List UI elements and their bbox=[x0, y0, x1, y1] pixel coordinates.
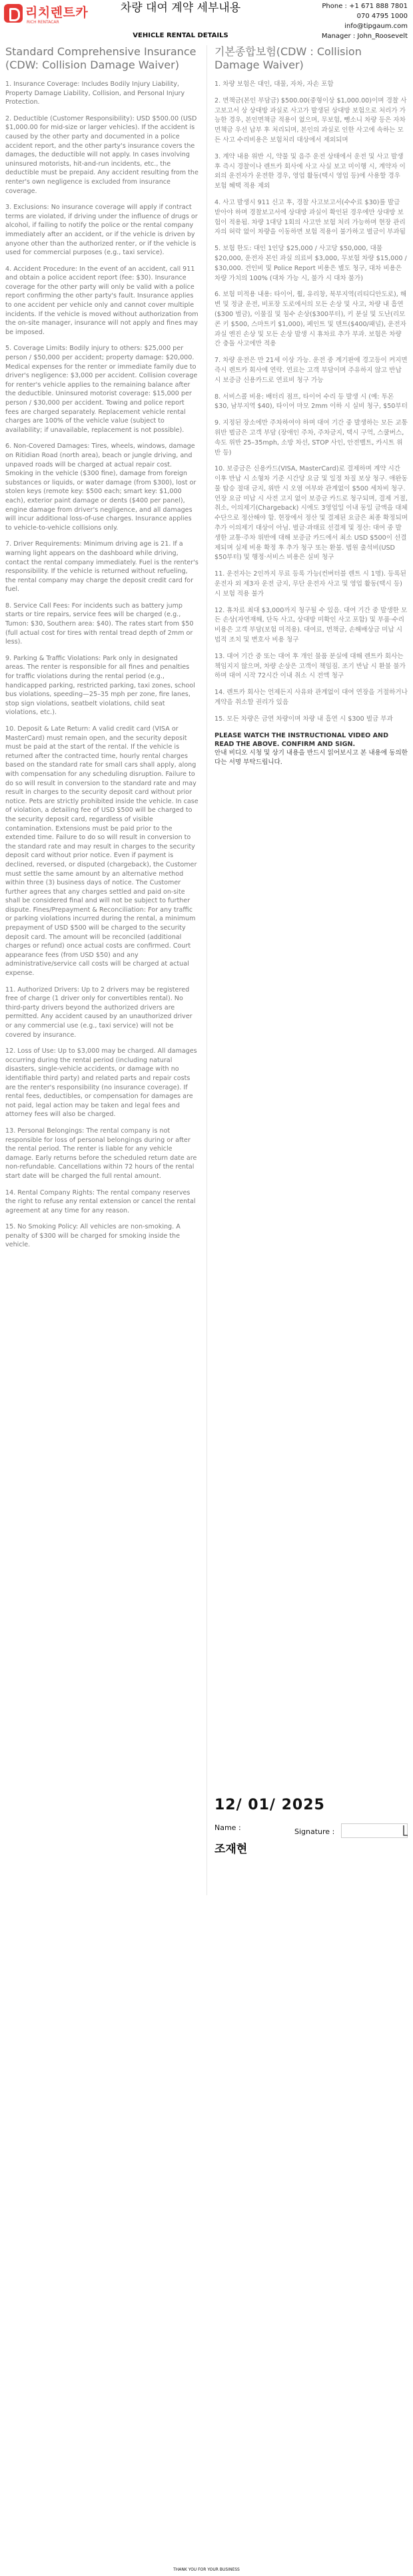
en-clause-2: 2. Deductible (Customer Responsibility): USD $500.00 (USD $1,000.00 for mid-size or larger vehicles). If the accident is caused by the other party and documented in a police accident report, and the other party's insurance covers the damages, the deductible will not apply. In cases involving uninsured motorists, hit-and-run incidents, etc., the deductible must be prepaid. Any accident resulting from the renter's own negligence is excluded from insurance coverage. bbox=[5, 114, 199, 195]
ko-clause-11: 11. 운전자는 2인까지 무료 등록 가능(컨버터블 렌트 시 1명). 등록된 운전자 외 제3자 운전 금지, 무단 운전자 사고 및 영업 활동(택시 등) 시 보험 적용 불가 bbox=[214, 570, 406, 598]
contact-manager: Manager : John_Roosevelt bbox=[321, 33, 408, 40]
korean-terms-column bbox=[214, 45, 408, 767]
car-logo-icon bbox=[4, 4, 23, 23]
en-clause-8: 8. Service Call Fees: For incidents such as battery jump starts or tire repairs, service fees will be charged (e.g., Tumon: $30, Southern area: $40). The rates start from $50 (full actual cost for tires with rental tread depth of 2mm or less). bbox=[5, 602, 194, 646]
ko-clause-15: 15. 모든 차량은 금연 차량이며 차량 내 흡연 시 $300 벌금 부과 bbox=[214, 715, 393, 723]
ko-clause-2: 2. 면책금(본인 부담금) $500.00(중형이상 $1,000.00)이며 경찰 사고보고서 상 상대방 과실로 사고가 발생된 상대방 보험으로 처리가 가능한 경우, 본인면책금 적용이 없으며, 무보험, 뺑소니 차량 등은 자차 면책금 우선 납부 후 처리되며, 본인의 과실로 인한 사고에 속하는 모든 사고 수리비용은 보험처리 대상에서 제외되며 bbox=[214, 96, 407, 144]
en-clause-14: 14. Rental Company Rights: The rental company reserves the right to refuse any rental extension or cancel the rental agreement at any time for any reason. bbox=[5, 1189, 196, 1214]
contact-block bbox=[281, 1, 408, 41]
document-title: 차량 대여 계약 세부내용 bbox=[120, 1, 241, 15]
en-clause-13: 13. Personal Belongings: The rental company is not responsible for loss of personal belongings during or after the rental period. The renter is liable for any vehicle damage. Early returns before the scheduled return date are non-refundable. Cancellations within 72 hours of the rental start date will be charged the full rental amount. bbox=[5, 1127, 197, 1180]
english-terms-column bbox=[5, 45, 199, 1257]
ko-clause-13: 13. 대여 기간 중 또는 대여 후 개인 물품 분실에 대해 렌트카 회사는 책임지지 않으며, 차량 손상은 고객이 책임짐. 조기 반납 시 환불 불가하며 대여 시작 72시간 이내 취소 시 전액 청구 bbox=[214, 652, 406, 680]
ko-clause-12: 12. 휴차료 최대 $3,000까지 청구될 수 있음. 대여 기간 중 발생한 모든 손상(자연재해, 단독 사고, 상대방 미확인 사고 포함) 및 부품·수리 비용은 고객 부담(보험 미적용). 대여료, 면책금, 손해배상금 미납 시 법적 조치 및 변호사 비용 청구 bbox=[214, 606, 408, 644]
ko-clause-3: 3. 계약 내용 위반 시, 약물 및 음주 운전 상태에서 운전 및 사고 발생 후 즉시 경찰이나 렌트카 회사에 사고 사실 보고 미이행 시, 계약자 이외의 운전자가 운전한 경우, 영업 활동(택시 영업 등)에 사용할 경우 보험 혜택 적용 제외 bbox=[214, 152, 406, 190]
korean-section-title: 기본종합보험(CDW : Collision Damage Waiver) bbox=[214, 45, 362, 71]
ko-clause-5: 5. 보험 한도: 대인 1인당 $25,000 / 사고당 $50,000, 대물 $20,000, 운전자 본인 과실 의료비 $3,000, 무보험 차량 $15,000 / $30,000. 견인비 및 Police Report 비용은 별도 청구, 대차 비용은 차량 가치의 100% (대차 가능 시, 불가 시 대차 불가) bbox=[214, 245, 407, 282]
logo-subtext: RICH RENTACAR bbox=[27, 20, 59, 25]
english-section-title: Standard Comprehensive Insurance (CDW: Collision Damage Waiver) bbox=[5, 45, 197, 71]
en-clause-1: 1. Insurance Coverage: Includes Bodily Injury Liability, Property Damage Liability, Collision, and Personal Injury Protection. bbox=[5, 81, 185, 106]
signature-row bbox=[214, 1823, 408, 1863]
contact-phone-2: 070 4795 1000 bbox=[356, 13, 408, 20]
company-logo bbox=[4, 3, 117, 27]
name-label: Name : bbox=[214, 1823, 241, 1832]
footer-thanks: THANK YOU FOR YOUR BUSINESS bbox=[173, 2567, 240, 2572]
instruction-notice-korean: 안내 비디오 시청 및 상기 내용을 반드시 읽어보시고 본 내용에 동의한다는 서명 부탁드립니다. bbox=[214, 749, 408, 766]
en-clause-10: 10. Deposit & Late Return: A valid credit card (VISA or MasterCard) must remain open, and the security deposit must be paid at the start of the rental. If the vehicle is returned after the contracted time, hourly rental charges based on the standard rate for small cars shall apply, along with compensation for any scheduling disruption. Failure to do so will result in conversion to the standard rate and may result in charges to the security deposit card without prior notice. Pets are strictly prohibited inside the vehicle. In case of violation, a detailing fee of USD $500 will be charged to the security deposit card, regardless of visible contamination. Extensions must be paid prior to the extended time. Failure to do so will result in conversion to the standard rate and may result in charges to the security deposit card without prior notice. Even if payment is declined, reversed, or disputed (chargeback), the Customer must settle the same amount by an alternative method within three (3) business days of notice. The Customer further agrees that any charges settled and paid on-site shall be considered final and will not be subject to further dispute. Fines/Prepayment & Reconciliation: For any traffic or parking violations incurred during the rental, a minimum prepayment of USD $500 will be charged to the security deposit card. The amount will be reconciled (additional charges or refund) once actual costs are confirmed. Court appearance fees (from USD $50) and any administrative/service call costs will be charged at actual expense. bbox=[5, 725, 199, 978]
instruction-notice-english: PLEASE WATCH THE INSTRUCTIONAL VIDEO AND READ THE ABOVE. CONFIRM AND SIGN. bbox=[214, 731, 389, 749]
document-subtitle: VEHICLE RENTAL DETAILS bbox=[133, 32, 228, 39]
ko-clause-10: 10. 보증금은 신용카드(VISA, MasterCard)로 결제하며 계약 시간 이후 반납 시 소형차 기준 시간당 요금 및 일정 차질 보상 청구. 애완동물 탑승 절대 금지, 위반 시 오염 여부와 관계없이 $500 세차비 청구. 연장 요금 미납 시 사전 고지 없이 보증금 카드로 청구되며, 결제 거절, 취소, 이의제기(Chargeback) 시에도 3영업일 이내 동일 금액을 대체 수단으로 정산해야 함. 현장에서 정산 및 결제된 요금은 최종 확정되며 추가 이의제기 대상이 아님. 벌금·과태료 선결제 및 정산: 대여 중 발생한 교통·주차 위반에 대해 보증금 카드에서 최소 USD $500이 선결제되며 실제 비용 확정 후 추가 청구 또는 환불. 법원 출석비(USD $50부터) 및 행정·서비스 비용은 실비 청구 bbox=[214, 465, 408, 562]
signing-date: 12/ 01/ 2025 bbox=[214, 1797, 325, 1813]
ko-clause-7: 7. 차량 운전은 만 21세 이상 가능. 운전 중 계기판에 경고등이 켜지면 즉시 렌트카 회사에 연락. 연료는 고객 부담이며 주유하지 않고 반납 시 보증금 신용카드로 연료비 청구 가능 bbox=[214, 357, 408, 384]
en-clause-7: 7. Driver Requirements: Minimum driving age is 21. If a warning light appears on the dashboard while driving, contact the rental company immediately. Fuel is the renter's responsibility. If the vehicle is returned without refueling, the rental company may charge the deposit credit card for fuel. bbox=[5, 540, 199, 594]
en-clause-9: 9. Parking & Traffic Violations: Park only in designated areas. The renter is responsible for all fines and penalties for traffic violations during the rental period (e.g., handicapped parking, restricted parking, taxi zones, school bus violations, speeding—25–35 mph per zone, fire lanes, stop sign violations, seatbelt violations, child seat violations, etc.). bbox=[5, 654, 195, 717]
signature-stroke-icon bbox=[402, 1825, 408, 1837]
ko-clause-4: 4. 사고 발생시 911 신고 후, 경찰 사고보고서(수수료 $30)를 발급 받아야 하며 경찰보고서에 상대방 과실이 확인된 경우에만 상대방 보험이 적용됨. 차량 1대당 1회의 사고만 보험 처리 가능하며 현장 관리자의 허락 없이 차량을 이동하면 보험 적용이 불가하고 벌금이 부과됨 bbox=[214, 198, 406, 236]
en-clause-5: 5. Coverage Limits: Bodily injury to others: $25,000 per person / $50,000 per accident; property damage: $20,000. Medical expenses for the renter or immediate family due to driver's negligence: $3,000 per accident. Collision coverage for renter's vehicle applies to the remaining balance after the deductible. Uninsured motorist coverage: $15,000 per person / $30,000 per accident. Towing and police report fees are charged separately. Replacement vehicle rental charges are 100% of the vehicle value (subject to availability; if unavailable, replacement is not possible). bbox=[5, 345, 198, 434]
logo-text: 리치렌트카 bbox=[25, 5, 89, 20]
contact-phone: Phone : +1 671 888 7801 bbox=[322, 3, 408, 10]
en-clause-12: 12. Loss of Use: Up to $3,000 may be charged. All damages occurring during the rental period (including natural disasters, single-vehicle accidents, or damage with no identifiable third party) and related parts and repair costs are the renter's responsibility (no insurance coverage). If rental fees, deductibles, or compensation for damages are not paid, legal action may be taken and legal fees and attorney fees will also be charged. bbox=[5, 1047, 197, 1119]
column-divider bbox=[206, 45, 207, 1895]
en-clause-6: 6. Non-Covered Damages: Tires, wheels, windows, damage on Ritidian Road (north area), beach or jungle driving, and unpaved roads will be charged at actual repair cost. Smoking in the vehicle ($300 fine), damage from foreign substances or liquids, or water damage (from $300), lost or stolen keys (remote key: $500 each; smart key: $1,000 each), exterior paint damage or dents ($400 per panel), engine damage from driver's negligence, and all damages will incur additional loss-of-use charges. Insurance applies to vehicle-to-vehicle collisions only. bbox=[5, 443, 197, 532]
ko-clause-9: 9. 지정된 장소에만 주차하여야 하며 대여 기간 중 발생하는 모든 교통 위반 벌금은 고객 부담 (장애인 주차, 주차금지, 택시 구역, 스쿨버스, 속도 위반 25–35mph, 소방 차선, STOP 사인, 안전벨트, 카시트 위반 등) bbox=[214, 419, 408, 457]
ko-clause-14: 14. 렌트카 회사는 언제든지 사유와 관계없이 대여 연장을 거절하거나 계약을 취소할 권리가 있음 bbox=[214, 689, 408, 707]
contact-email: info@tipgaum.com bbox=[344, 23, 408, 30]
signature-field[interactable] bbox=[341, 1823, 408, 1838]
en-clause-11: 11. Authorized Drivers: Up to 2 drivers may be registered free of charge (1 driver only for convertibles rental). No third-party drivers beyond the authorized drivers are permitted. Any accident caused by an unauthorized driver or any commercial use (e.g., taxi service) will not be covered by insurance. bbox=[5, 986, 193, 1039]
renter-name: 조재현 bbox=[214, 1843, 248, 1856]
ko-clause-1: 1. 차량 보험은 대인, 대물, 자차, 자손 포함 bbox=[214, 81, 334, 88]
en-clause-3: 3. Exclusions: No insurance coverage will apply if contract terms are violated, if driving under the influence of drugs or alcohol, if failing to notify the police or the rental company immediately after an accident, or if the vehicle is driven by anyone other than the authorized renter, or if the vehicle is used for commercial purposes (e.g., taxi service). bbox=[5, 204, 198, 257]
ko-clause-8: 8. 서비스콜 비용: 배터리 점프, 타이어 수리 등 발생 시 (예: 투몬 $30, 남부지역 $40), 타이어 마모 2mm 이하 시 실비 청구, $50부터 bbox=[214, 393, 408, 411]
en-clause-15: 15. No Smoking Policy: All vehicles are non-smoking. A penalty of $300 will be charged for smoking inside the vehicle. bbox=[5, 1223, 181, 1249]
signature-label: Signature : bbox=[294, 1827, 335, 1836]
ko-clause-6: 6. 보험 미적용 내용: 타이어, 휠, 유리창, 북부지역(리티디안도로), 해변 및 정글 운전, 비포장 도로에서의 모든 손상 및 사고, 차량 내 흡연($300 벌금), 이물질 및 침수 손상($300부터), 키 분실 및 도난(리모콘 키 $500, 스마트키 $1,000), 페인트 및 덴트($400/패널), 운전자 과실 엔진 손상 및 모든 손상 발생 시 휴차료 추가 부과. 보험은 차량 간 충돌 사고에만 적용 bbox=[214, 291, 407, 348]
page-header bbox=[0, 0, 413, 41]
en-clause-4: 4. Accident Procedure: In the event of an accident, call 911 and obtain a police accident report (fee: $30). Insurance coverage for the other party will only be valid with a police report confirming the other party's fault. Insurance applies to one accident per vehicle only and cannot cover multiple incidents. If the vehicle is moved without authorization from the on-site manager, insurance will not apply and fines may be imposed. bbox=[5, 265, 199, 336]
